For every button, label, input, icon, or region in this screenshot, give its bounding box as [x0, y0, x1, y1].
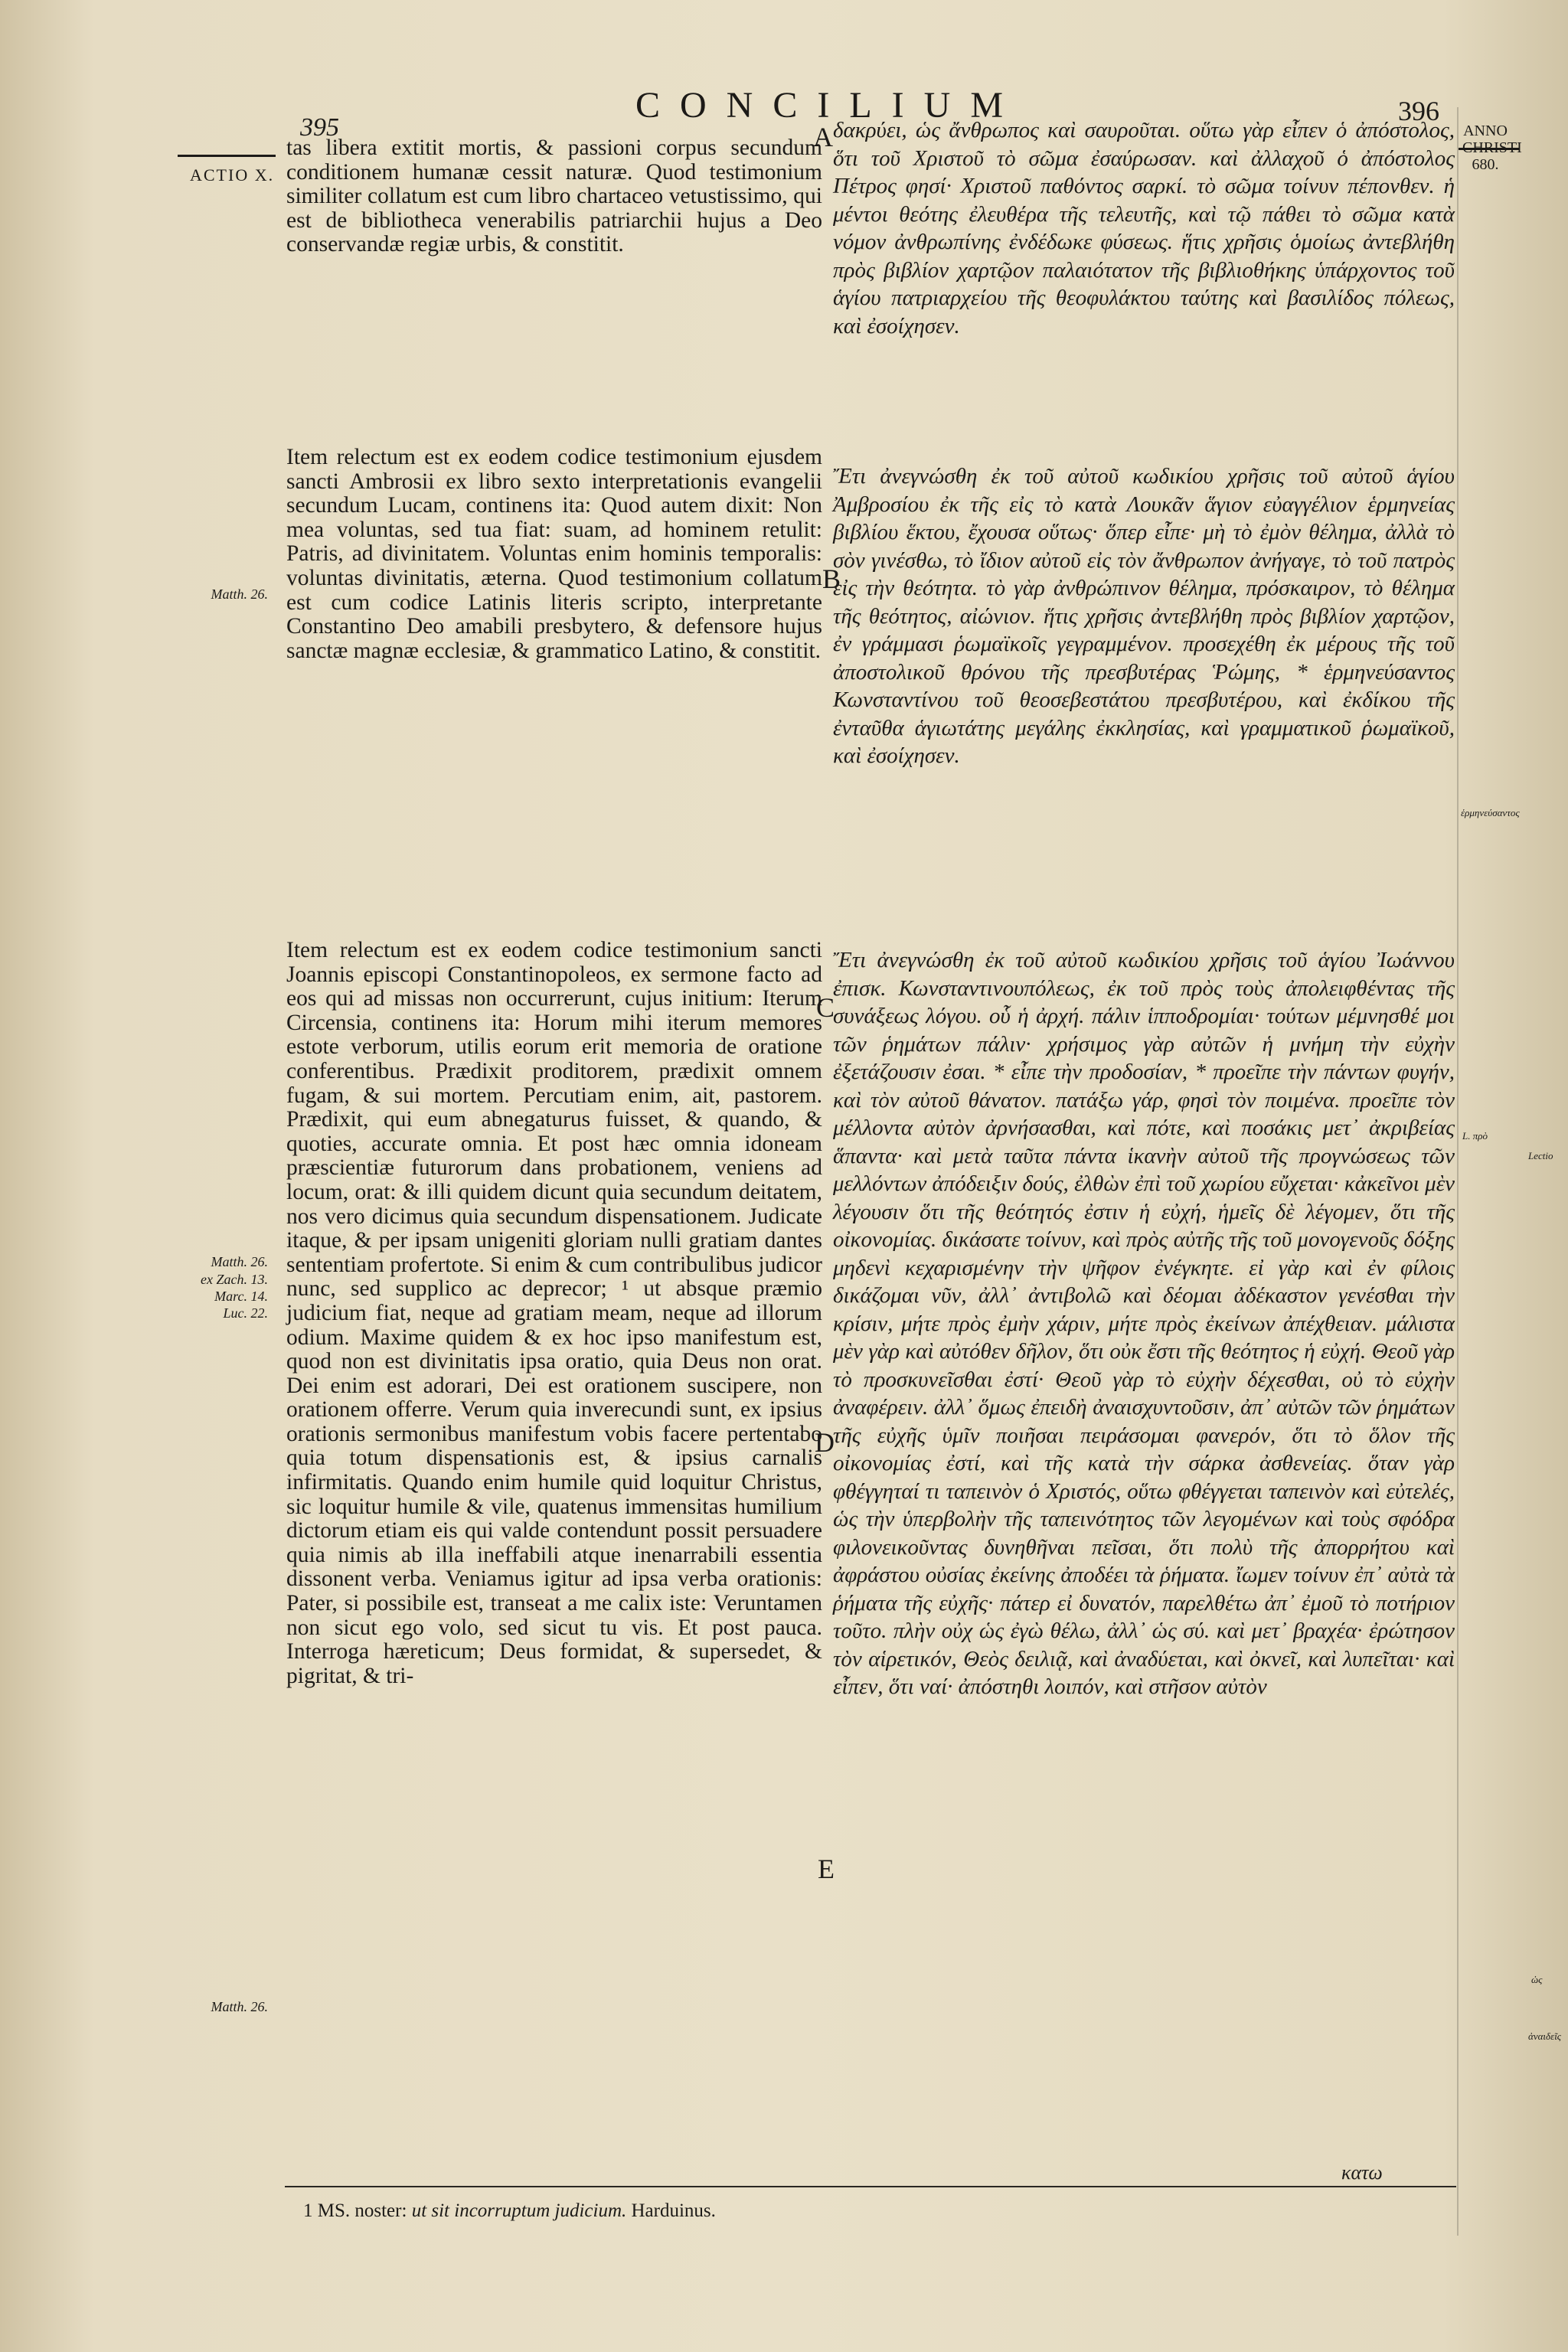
footnote-lead: MS. noster: [317, 2200, 407, 2221]
greek-paragraph: Ἔτι ἀνεγνώσθη ἐκ τοῦ αὐτοῦ κωδικίου χρῆσις τοῦ ἁγίου Ἰωάννου ἐπισκ. Κωνσταντινουπόλεως, ἐκ τοῦ πρὸς τοὺς ἀπολειφθέντας τῆς συνάξεως λόγου. οὗ ἡ ἀρχή. πάλιν ἱπποδρομίαι· τούτων μέμνησθέ μοι τῶν ῥημάτων πάλιν· χρήσιμος γὰρ αὐτῶν ἡ μνήμη τὴν εὐχὴν ἐξετάζουσιν ἐσαι. * εἶπε τὴν προδοσίαν, * προεῖπε τὴν πάντων φυγήν, καὶ τὸν αὐτοῦ θάνατον. πατάξω γάρ, φησὶ τὸν ποιμένα. προεῖπε τὸν μέλλοντα αὐτὸν ἀρνήσασθαι, καὶ πότε, καὶ ποσάκις μετ᾽ ἀκριβείας ἅπαντα· καὶ μετὰ ταῦτα πάντα ἱκανὴν αὐτοῦ τῆς προγνώσεως τῶν μελλόντων ἀπόδειξιν δούς, ἐλθὼν ἐπὶ τοῦ χωρίου εὔχεται· κἀκεῖνοι μὲν λέγουσιν ὅτι τῆς θεότητός ἐστιν ἡ εὐχή, ἡμεῖς δὲ λέγομεν, ὅτι τῆς οἰκονομίας. δικάσατε τοίνυν, καὶ πρὸς αὐτῆς τῆς τοῦ μονογενοῦς δόξης μηδενὶ κεχαρισμένην τὴν ψῆφον ἐνέγκητε. εἰ γὰρ καὶ ἐν φίλοις δικάζομαι νῦν, ἀλλ᾽ ἀντιβολῶ καὶ δέομαι ἀδέκαστον γενέσθαι τὴν κρίσιν, μήτε πρὸς ἐμὴν χάριν, μήτε πρὸς ἐκείνων ἀπέχθειαν. μάλιστα μὲν γὰρ καὶ αὐτόθεν δῆλον, ὅτι οὐκ ἔστι τῆς θεότητος ἡ εὐχή. Θεοῦ γὰρ τὸ προσκυνεῖσθαι ἐστί· Θεοῦ γὰρ τὸ εὐχὴν δέχεσθαι, οὐ τὸ εὐχὴν ἀναφέρειν. ἀλλ᾽ ὅμως ἐπειδὴ ἀναισχυντοῦσιν, ἀπ᾽ αὐτῶν τῶν ῥημάτων τῆς εὐχῆς ὑμῖν ποιῆσαι πειράσομαι φανερόν, ὅτι τὸ ὅλον τῆς οἰκονομίας ἐστί, καὶ τῆς κατὰ τὴν σάρκα ἀσθενείας. ὅταν γὰρ φθέγγηταί τι ταπεινὸν ὁ Χριστός, οὕτω φθέγγεται ταπεινὸν καὶ εὐτελές, ὡς τὴν ὑπερβολὴν τῆς ταπεινότητος τῶν λεγομένων καὶ τοὺς σφόδρα φιλονεικοῦντας δυνηθῆναι πεῖσαι, ὅτι πολὺ τῆς ἀπορρήτου καὶ ἀφράστου οὐσίας ἐκείνης ἀποδέει τὰ ῥήματα. ἴωμεν τοίνυν ἐπ᾽ αὐτὰ τὰ ῥήματα τῆς εὐχῆς· πάτερ εἰ δυνατόν, παρελθέτω ἀπ᾽ ἐμοῦ τὸ ποτήριον τοῦτο. πλὴν οὐχ ὡς ἐγὼ θέλω, ἀλλ᾽ ὡς σύ. καὶ μετ᾽ βραχέα· ἐρώτησον τὸν αἱρετικόν, Θεὸς δειλιᾷ, καὶ ἀναδύεται, καὶ ὀκνεῖ, καὶ λυπεῖται· καὶ εἶπεν, ὅτι ναί· ἀπόστηθι λοιπόν, καὶ στῆσον αὐτὸν [833, 948, 1455, 1699]
margin-note: ἑρμηνεύσαντος [1461, 807, 1520, 818]
footnote [303, 2200, 716, 2222]
latin-paragraph: Item relectum est ex eodem codice testimonium sancti Joannis episcopi Constantinopoleos, ex sermone facto ad eos qui ad missas non occurrerunt, cujus initium: Iterum Circensia, continens ita: Horum mihi iterum memores estote verborum, utilis eorum erit memoria de oratione conferentibus. Prædixit proditorem, prædixit omnem fugam, & sui mortem. Percutiam enim, ait, pastorem. Prædixit, qui eum abnegaturus fuisset, & quando, & quoties, accurate omnia. Et post hæc omnia idoneam præscientiæ futurorum dans probationem, veniens ad locum, orat: & illi quidem dicunt quia secundum deitatem, nos vero dicimus quia secundum dispensationem. Judicate itaque, & per ipsam unigeniti gloriam nulli gratiam dantes sententiam profertote. Si enim & cum contribulibus judicor nunc, sed supplico ac deprecor; ¹ ut absque præmio judicium fiat, neque ad gratiam meam, neque ad illorum odium. Maxime quidem & ex hoc ipso manifestum est, quod non est divinitatis ipsa oratio, quia Deus non orat. Dei enim est adorari, Dei est orationem suscipere, non orationem offerre. Verum quia inverecundi sunt, ex ipsius orationis sermonibus manifestum vobis facere pertentabo quia totum dispensationis est, & ipsius carnalis infirmitatis. Quando enim humile quid loquitur Christus, sic loquitur humile & vile, quatenus immensitas humilium dictorum etiam eis qui valde contendunt possit persuadere quia nimis ab illa ineffabili atque inenarrabili essentia dissonent verba. Veniamus igitur ad ipsa verba orationis: Pater, si possibile est, transeat a me calix iste: Veruntamen non sicut ego volo, sed sicut tu vis. Et post pauca. Interroga hæreticum; Deus formidat, & supersedet, & pigritat, & tri- [286, 938, 822, 1688]
greek-column-mid [833, 462, 1455, 770]
greek-paragraph: δακρύει, ὡς ἄνθρωπος καὶ σαυροῦται. οὕτω γὰρ εἶπεν ὁ ἀπόστολος, ὅτι τοῦ Χριστοῦ τὸ σῶμα ἐσαύρωσαν. καὶ ἀλλαχοῦ ὁ ἀπόστολος Πέτρος φησί· Χριστοῦ παθόντος σαρκί. τὸ σῶμα τοίνυν πέπονθεν. ἡ μέντοι θεότης ἐλευθέρα τῆς τελευτῆς, καὶ τῷ πάθει τὸ σῶμα κατὰ νόμον ἀνθρωπίνης ἐνδέδωκε φύσεως. ἥτις χρῆσις ὁμοίως ἀντεβλήθη πρὸς βιβλίον χαρτῷον παλαιότατον τῆς βιβλιοθήκης ὑπάρχοντος τοῦ ἁγίου πατριαρχείου τῆς θεοφυλάκτου ταύτης καὶ βασιλίδος πόλεως, καὶ ἐσοίχησεν. [833, 118, 1455, 338]
margin-note: L. πρὸ [1462, 1130, 1488, 1142]
margin-note: ὡς [1531, 1974, 1543, 1985]
footnote-marker: 1 [303, 2200, 313, 2221]
latin-column-bottom [286, 939, 822, 1688]
anno-christi-marker: ANNO CHRISTI 680. [1462, 122, 1522, 173]
page-number-left: 395 [300, 113, 339, 142]
section-letter: D [815, 1427, 835, 1458]
latin-paragraph: Item relectum est ex eodem codice testimonium ejusdem sancti Ambrosii ex libro sexto interpretationis evangelii secundum Lucam, continens ita: Quod autem dixit: Non mea voluntas, sed tua fiat: suam, ad hominem retulit: Patris, ad divinitatem. Voluntas enim hominis temporalis: voluntas divinitatis, æterna. Quod testimonium collatum est cum codice Latinis literis scripto, interpretante Constantino Deo amabili presbytero, & defensore hujus sanctæ magnæ ecclesiæ, & grammatico Latino, & constitit. [286, 445, 822, 663]
footnote-italic: ut sit incorruptum judicium. [411, 2200, 627, 2221]
margin-note: Matth. 26. [211, 1254, 268, 1269]
margin-note: Matth. 26. [211, 586, 268, 602]
section-letter: C [816, 992, 835, 1023]
section-letter: E [818, 1854, 835, 1884]
margin-note: ex Zach. 13. [201, 1272, 268, 1287]
latin-column-top [286, 136, 822, 257]
section-letter: B [822, 564, 841, 594]
margin-note: Matth. 26. [211, 1999, 268, 2014]
catchword: κατω [1341, 2161, 1383, 2184]
margin-note: Lectio [1528, 1150, 1553, 1161]
page-gutter-shadow [1457, 107, 1459, 2236]
greek-column-bottom [833, 946, 1455, 1701]
running-title: CONCILIUM [635, 85, 1023, 126]
actio-marker: ACTIO X. [190, 165, 275, 185]
footnote-attribution: Harduinus. [631, 2200, 716, 2221]
greek-column-top [833, 116, 1455, 340]
margin-note: ἀναιδεῖς [1528, 2030, 1562, 2042]
margin-note: Luc. 22. [223, 1305, 268, 1321]
latin-column-mid [286, 446, 822, 663]
footnote-rule [285, 2186, 1456, 2187]
latin-paragraph: tas libera extitit mortis, & passioni corpus secundum conditionem humanæ cessit naturæ. Quod testimonium similiter collatum est cum libro chartaceo vetustissimo, qui est de bibliotheca venerabilis patriarchii hujus a Deo conservandæ regiæ urbis, & constitit. [286, 136, 822, 257]
page-number-right: 396 [1398, 96, 1439, 126]
section-letter: A [813, 122, 833, 152]
margin-rule-left [178, 155, 276, 157]
greek-paragraph: Ἔτι ἀνεγνώσθη ἐκ τοῦ αὐτοῦ κωδικίου χρῆσις τοῦ αὐτοῦ ἁγίου Ἀμβροσίου ἐκ τῆς εἰς τὸ κατὰ Λουκᾶν ἅγιον εὐαγγέλιον ἑρμηνείας βιβλίου ἕκτου, ἔχουσα οὕτως· ὅπερ εἶπε· μὴ τὸ ἐμὸν θέλημα, ἀλλὰ τὸ σὸν γινέσθω, τὸ ἴδιον αὐτοῦ εἰς τὸν ἄνθρωπον ἀνήγαγε, τὸ τοῦ πατρὸς εἰς τὴν θεότητα. τὸ γὰρ ἀνθρώπινον θέλημα, πρόσκαιρον, τὸ θέλημα τῆς θεότητος, αἰώνιον. ἥτις χρῆσις ἀντεβλήθη πρὸς βιβλίον χαρτῷον, ἐν γράμμασι ῥωμαϊκοῖς γεγραμμένον. προσεχέθη ἐκ μέρους τῆς τοῦ ἀποστολικοῦ θρόνου τῆς πρεσβυτέρας Ῥώμης, * ἑρμηνεύσαντος Κωνσταντίνου τοῦ θεοσεβεστάτου πρεσβυτέρου, καὶ ἐκδίκου τῆς ἐνταῦθα ἁγιωτάτης μεγάλης ἐκκλησίας, καὶ γραμματικοῦ ῥωμαϊκοῦ, καὶ ἐσοίχησεν. [833, 464, 1455, 768]
margin-note: Marc. 14. [214, 1289, 268, 1304]
